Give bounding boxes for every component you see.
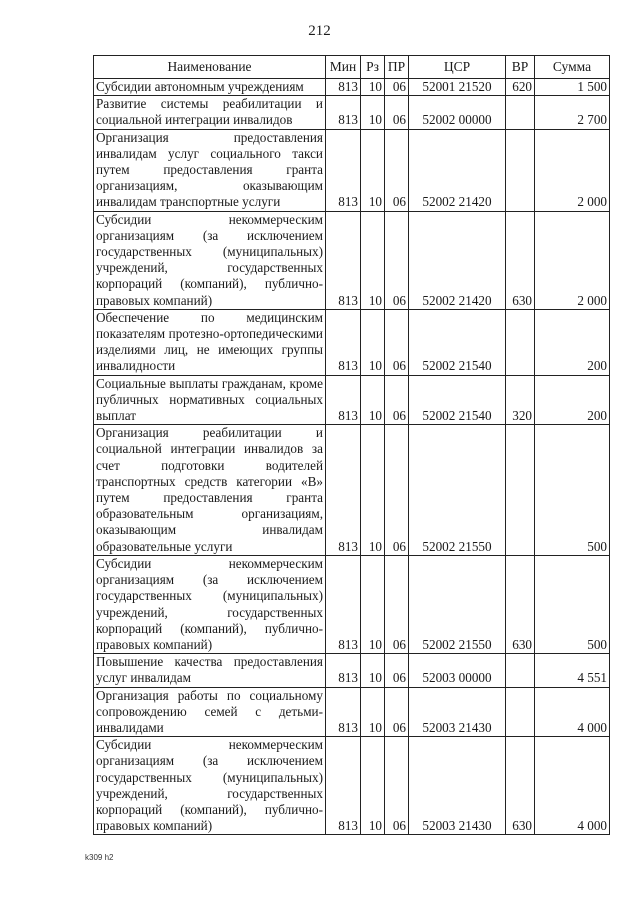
table-row <box>94 737 610 835</box>
row-csr: 52002 21550 <box>409 555 506 653</box>
header-name: Наименование <box>94 56 326 79</box>
table-row <box>94 211 610 309</box>
header-vr: ВР <box>506 56 535 79</box>
row-csr: 52002 21550 <box>409 425 506 556</box>
row-name: Организация предоставления инвалидам услуг социального такси путем предоставления гранта организациям, оказывающим инвалидам транспортные услуги <box>94 129 326 211</box>
row-vr <box>506 425 535 556</box>
row-rz: 10 <box>361 555 385 653</box>
row-pr: 06 <box>385 129 409 211</box>
row-pr: 06 <box>385 737 409 835</box>
row-min: 813 <box>326 129 361 211</box>
row-name: Субсидии некоммерческим организациям (за исключением государственных (муниципальных) учреждений, государственных корпораций (компаний), публично-правовых компаний) <box>94 737 326 835</box>
row-pr: 06 <box>385 96 409 129</box>
row-rz: 10 <box>361 737 385 835</box>
row-sum: 200 <box>535 309 610 375</box>
table-row <box>94 687 610 737</box>
row-sum: 500 <box>535 425 610 556</box>
row-rz: 10 <box>361 654 385 687</box>
row-name: Субсидии некоммерческим организациям (за исключением государственных (муниципальных) учреждений, государственных корпораций (компаний), публично-правовых компаний) <box>94 211 326 309</box>
budget-table <box>93 55 610 835</box>
footer-code: k309 h2 <box>85 853 114 862</box>
header-csr: ЦСР <box>409 56 506 79</box>
row-rz: 10 <box>361 375 385 425</box>
row-sum: 1 500 <box>535 79 610 96</box>
row-vr <box>506 309 535 375</box>
row-rz: 10 <box>361 309 385 375</box>
row-csr: 52002 21420 <box>409 129 506 211</box>
header-rz: Рз <box>361 56 385 79</box>
table-row <box>94 654 610 687</box>
row-csr: 52003 00000 <box>409 654 506 687</box>
row-name: Организация работы по социальному сопровождению семей с детьми-инвалидами <box>94 687 326 737</box>
row-pr: 06 <box>385 79 409 96</box>
row-csr: 52002 00000 <box>409 96 506 129</box>
row-name: Развитие системы реабилитации и социальной интеграции инвалидов <box>94 96 326 129</box>
row-csr: 52002 21540 <box>409 309 506 375</box>
row-pr: 06 <box>385 654 409 687</box>
row-vr <box>506 687 535 737</box>
row-vr <box>506 654 535 687</box>
table-row <box>94 375 610 425</box>
row-pr: 06 <box>385 375 409 425</box>
row-vr: 620 <box>506 79 535 96</box>
row-name: Субсидии некоммерческим организациям (за исключением государственных (муниципальных) учреждений, государственных корпораций (компаний), публично-правовых компаний) <box>94 555 326 653</box>
row-min: 813 <box>326 654 361 687</box>
row-vr: 320 <box>506 375 535 425</box>
row-name: Повышение качества предоставления услуг инвалидам <box>94 654 326 687</box>
row-sum: 2 000 <box>535 211 610 309</box>
row-min: 813 <box>326 737 361 835</box>
row-pr: 06 <box>385 555 409 653</box>
row-name: Социальные выплаты гражданам, кроме публичных нормативных социальных выплат <box>94 375 326 425</box>
row-sum: 200 <box>535 375 610 425</box>
row-vr <box>506 96 535 129</box>
row-vr <box>506 129 535 211</box>
table-row <box>94 79 610 96</box>
row-min: 813 <box>326 309 361 375</box>
row-rz: 10 <box>361 96 385 129</box>
table-row <box>94 555 610 653</box>
row-sum: 4 000 <box>535 737 610 835</box>
row-csr: 52001 21520 <box>409 79 506 96</box>
row-csr: 52003 21430 <box>409 687 506 737</box>
row-min: 813 <box>326 79 361 96</box>
row-csr: 52002 21420 <box>409 211 506 309</box>
row-pr: 06 <box>385 425 409 556</box>
header-pr: ПР <box>385 56 409 79</box>
table-row <box>94 309 610 375</box>
row-rz: 10 <box>361 687 385 737</box>
row-min: 813 <box>326 375 361 425</box>
row-pr: 06 <box>385 211 409 309</box>
row-vr: 630 <box>506 555 535 653</box>
row-vr: 630 <box>506 211 535 309</box>
row-csr: 52003 21430 <box>409 737 506 835</box>
row-name: Субсидии автономным учреждениям <box>94 79 326 96</box>
row-rz: 10 <box>361 211 385 309</box>
row-pr: 06 <box>385 687 409 737</box>
row-pr: 06 <box>385 309 409 375</box>
row-min: 813 <box>326 211 361 309</box>
row-min: 813 <box>326 687 361 737</box>
row-rz: 10 <box>361 79 385 96</box>
row-rz: 10 <box>361 425 385 556</box>
row-sum: 2 000 <box>535 129 610 211</box>
table-row <box>94 96 610 129</box>
table-header-row <box>94 56 610 79</box>
table-row <box>94 425 610 556</box>
row-sum: 4 551 <box>535 654 610 687</box>
row-vr: 630 <box>506 737 535 835</box>
row-min: 813 <box>326 96 361 129</box>
row-rz: 10 <box>361 129 385 211</box>
header-sum: Сумма <box>535 56 610 79</box>
row-name: Организация реабилитации и социальной интеграции инвалидов за счет подготовки водителей транспортных средств категории «В» путем предоставления гранта образовательным организациям, оказывающим инвалидам образовательные услуги <box>94 425 326 556</box>
row-sum: 2 700 <box>535 96 610 129</box>
row-sum: 4 000 <box>535 687 610 737</box>
row-min: 813 <box>326 555 361 653</box>
page-number: 212 <box>308 23 331 39</box>
header-min: Мин <box>326 56 361 79</box>
row-csr: 52002 21540 <box>409 375 506 425</box>
row-sum: 500 <box>535 555 610 653</box>
table-row <box>94 129 610 211</box>
row-name: Обеспечение по медицинским показателям протезно-ортопедическими изделиями лиц, не имеющих группы инвалидности <box>94 309 326 375</box>
row-min: 813 <box>326 425 361 556</box>
